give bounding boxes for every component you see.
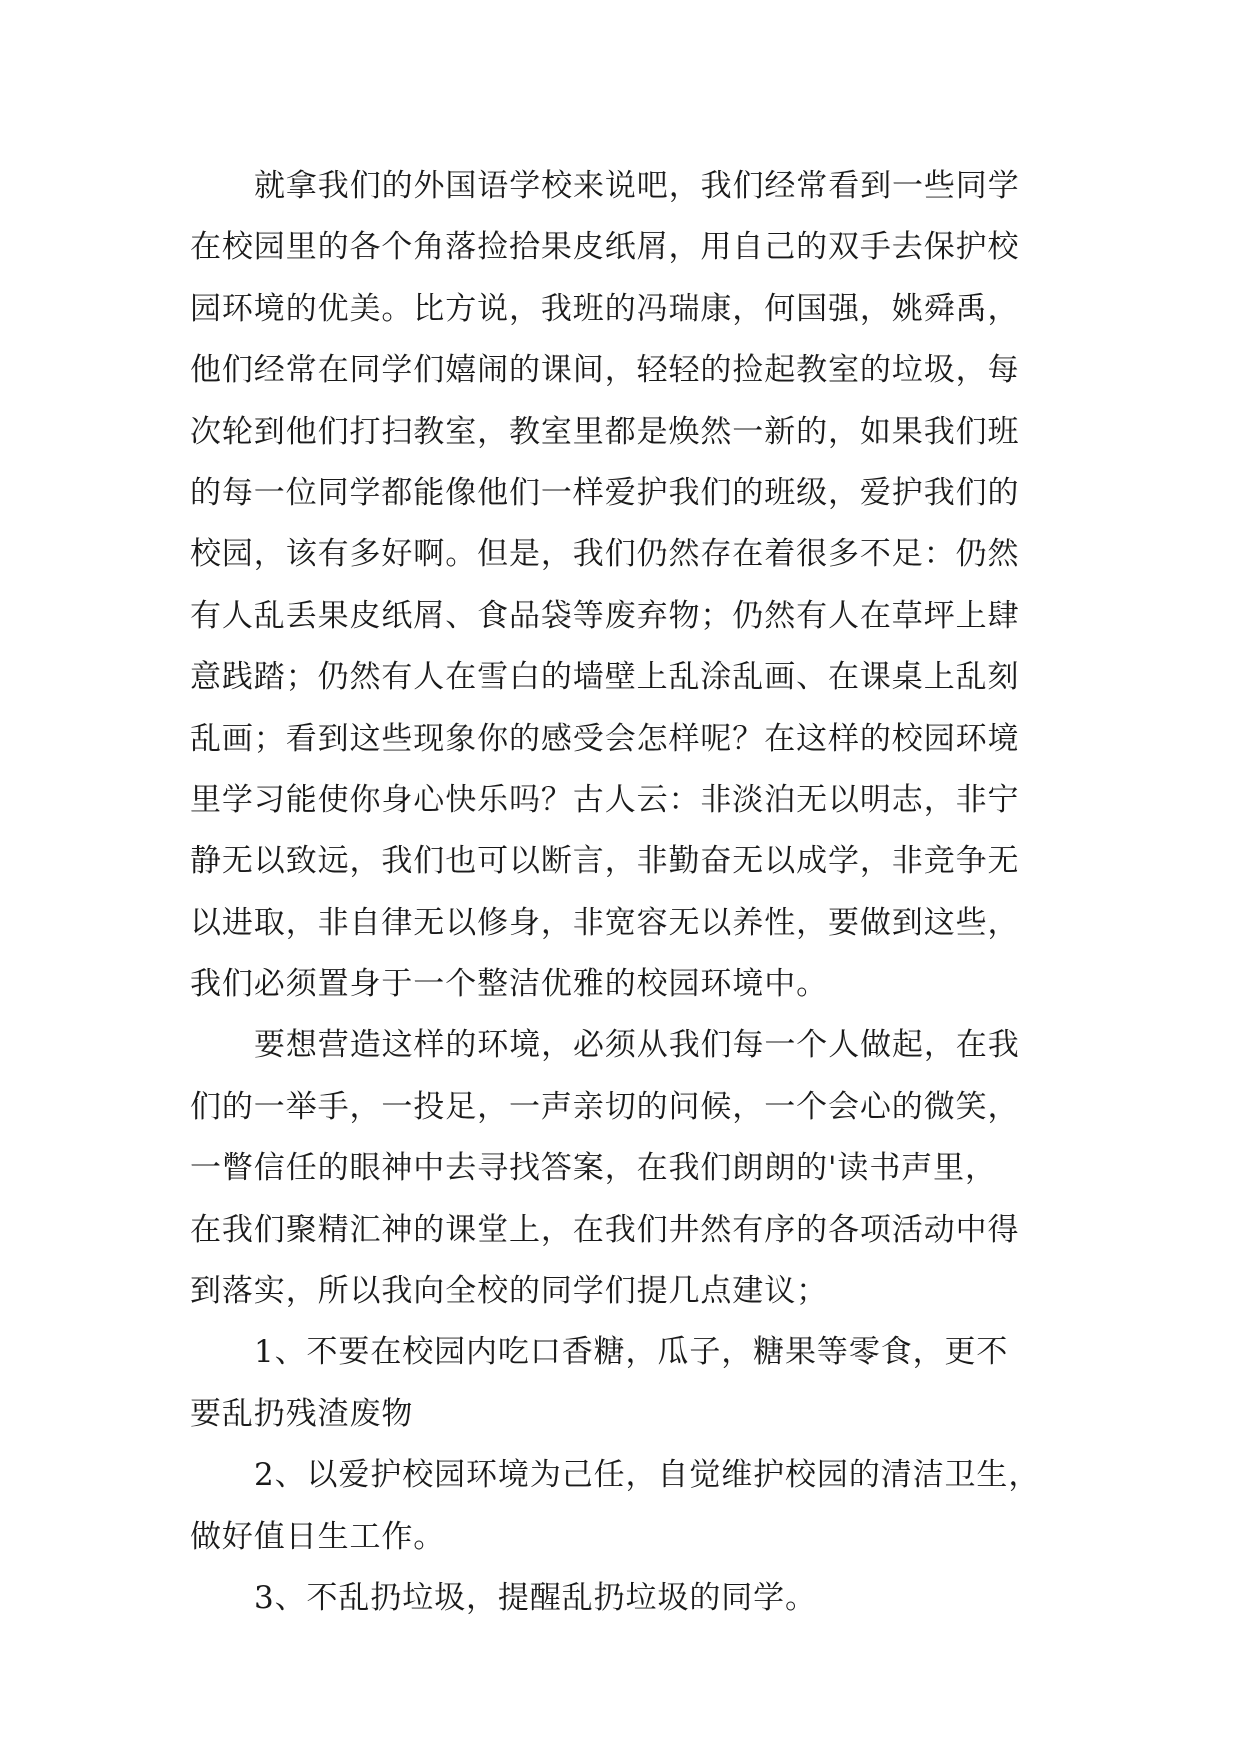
paragraph-1-line-11: 里学习能使你身心快乐吗？古人云：非淡泊无以明志，非宁: [190, 781, 1020, 818]
suggestion-1-line-1: 1、不要在校园内吃口香糖，瓜子，糖果等零食，更不: [254, 1334, 1009, 1371]
paragraph-1-line-6: 的每一位同学都能像他们一样爱护我们的班级，爱护我们的: [190, 474, 1020, 511]
paragraph-1-line-14: 我们必须置身于一个整洁优雅的校园环境中。: [190, 966, 828, 1003]
paragraph-1-line-12: 静无以致远，我们也可以断言，非勤奋无以成学，非竞争无: [190, 843, 1020, 880]
paragraph-1-line-10: 乱画；看到这些现象你的感受会怎样呢？在这样的校园环境: [190, 720, 1020, 757]
paragraph-1-line-9: 意践踏；仍然有人在雪白的墙壁上乱涂乱画、在课桌上乱刻: [190, 659, 1020, 696]
paragraph-1-line-8: 有人乱丢果皮纸屑、食品袋等废弃物；仍然有人在草坪上肆: [190, 597, 1020, 634]
paragraph-1-line-7: 校园，该有多好啊。但是，我们仍然存在着很多不足：仍然: [190, 536, 1020, 573]
paragraph-1-line-5: 次轮到他们打扫教室，教室里都是焕然一新的，如果我们班: [190, 413, 1020, 450]
paragraph-1-line-13: 以进取，非自律无以修身，非宽容无以养性，要做到这些，: [190, 904, 1020, 941]
suggestion-3-line-1: 3、不乱扔垃圾，提醒乱扔垃圾的同学。: [254, 1579, 817, 1616]
paragraph-1-line-4: 他们经常在同学们嬉闹的课间，轻轻的捡起教室的垃圾，每: [190, 352, 1020, 389]
paragraph-1-line-1: 就拿我们的外国语学校来说吧，我们经常看到一些同学: [254, 168, 1020, 204]
suggestion-2-line-2: 做好值日生工作。: [190, 1518, 446, 1555]
suggestion-1-line-2: 要乱扔残渣废物: [190, 1395, 414, 1432]
paragraph-1-line-2: 在校园里的各个角落捡拾果皮纸屑，用自己的双手去保护校: [190, 229, 1020, 266]
suggestion-2-line-1: 2、以爱护校园环境为己任，自觉维护校园的清洁卫生，: [254, 1457, 1041, 1494]
paragraph-2-line-2: 们的一举手，一投足，一声亲切的问候，一个会心的微笑，: [190, 1088, 1020, 1125]
paragraph-1-line-3: 园环境的优美。比方说，我班的冯瑞康，何国强，姚舜禹，: [190, 290, 1020, 327]
paragraph-2-line-3: 一瞥信任的眼神中去寻找答案，在我们朗朗的'读书声里，: [190, 1150, 997, 1187]
paragraph-2-line-5: 到落实，所以我向全校的同学们提几点建议；: [190, 1273, 828, 1310]
paragraph-2-line-1: 要想营造这样的环境，必须从我们每一个人做起，在我: [254, 1027, 1020, 1064]
document-body: [190, 156, 1050, 1629]
paragraph-2-line-4: 在我们聚精汇神的课堂上，在我们井然有序的各项活动中得: [190, 1211, 1020, 1248]
